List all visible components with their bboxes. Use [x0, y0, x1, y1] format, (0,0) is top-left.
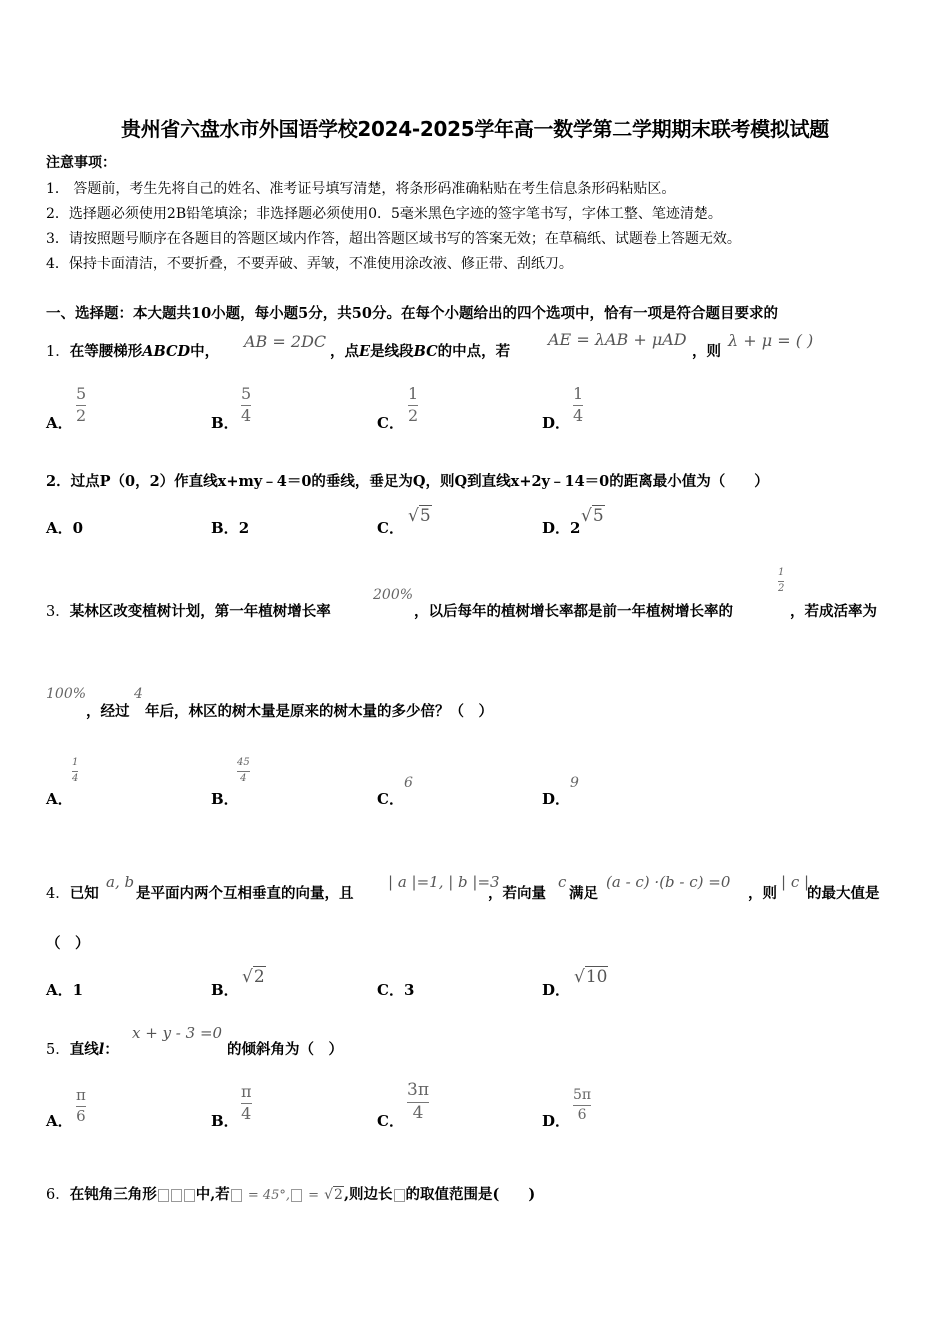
- q3-math-2: 100%: [46, 686, 87, 702]
- q1-text-7: BC: [413, 343, 438, 360]
- q5-d-numerator: 5π: [573, 1087, 592, 1103]
- q5-option-d-fraction: [573, 1088, 591, 1122]
- q4-option-d[interactable]: D．: [542, 981, 571, 999]
- q3-text-3: ，若成活率为: [790, 603, 877, 620]
- q6-text-2: 中,若: [195, 1186, 230, 1203]
- q5-text-1: 直线: [69, 1041, 99, 1058]
- q4-d-sqrt: √10: [574, 967, 608, 987]
- q4-a-value: 1: [72, 981, 84, 999]
- q1-text-2: ABCD: [142, 343, 191, 360]
- q2-d-value: 2: [570, 519, 581, 537]
- note-item-2: 2．选择题必须使用2B铅笔填涂；非选择题必须使用0．5毫米黑色字迹的签字笔书写，字体工整、笔迹清楚。: [46, 206, 722, 222]
- q4-text-4: 满足: [569, 885, 598, 902]
- q1-option-b[interactable]: B．: [211, 414, 239, 432]
- q4-c-label: C．: [377, 981, 404, 999]
- q4-d-radicand: 10: [585, 967, 608, 987]
- q1-text-5: E: [359, 343, 371, 360]
- q5-option-a-fraction: [76, 1088, 86, 1125]
- q5-b-numerator: π: [241, 1082, 252, 1101]
- q2-d-label: D．: [542, 519, 571, 537]
- q2-option-a[interactable]: [46, 517, 83, 538]
- q5-d-denominator: 6: [577, 1106, 587, 1123]
- q4-b-sqrt: √2: [242, 967, 265, 987]
- q4-a-label: A．: [46, 981, 73, 999]
- notes-heading: 注意事项：: [46, 155, 116, 171]
- q3-option-b[interactable]: B．: [211, 790, 239, 808]
- q1-number: 1．: [46, 344, 70, 360]
- q1-c-numerator: 1: [408, 384, 419, 403]
- q5-b-denominator: 4: [241, 1103, 252, 1123]
- q3-b-numerator: 45: [237, 757, 250, 768]
- q1-c-denominator: 2: [408, 405, 419, 425]
- q5-option-c-fraction: [407, 1082, 429, 1123]
- q6-math-1: = 45°,: [247, 1188, 291, 1203]
- q4-math-4: (a - c) ·(b - c) =0: [606, 873, 731, 891]
- q2-c-sqrt: √5: [408, 506, 431, 526]
- q3-option-d[interactable]: D．: [542, 790, 571, 808]
- q2-option-c[interactable]: C．: [377, 519, 404, 537]
- page-title: 贵州省六盘水市外国语学校2024-2025学年高一数学第二学期期末联考模拟试题: [121, 117, 829, 141]
- q1-option-d[interactable]: D．: [542, 414, 571, 432]
- q4-option-a[interactable]: [46, 979, 83, 1000]
- q1-a-denominator: 2: [76, 405, 87, 425]
- note-item-1: 1． 答题前，考生先将自己的姓名、准考证号填写清楚，将条形码准确粘贴在考生信息条形码粘贴区。: [46, 181, 676, 197]
- q1-text-6: 是线段: [370, 343, 414, 360]
- q1-math-3: λ + μ = ( ): [728, 331, 814, 350]
- q1-option-d-fraction: [573, 386, 583, 425]
- missing-glyph-icon: [394, 1189, 405, 1202]
- q3-text-5: 年后，林区的树木量是原来的树木量的多少倍？（ ）: [145, 703, 493, 720]
- q5-option-a[interactable]: A．: [46, 1112, 73, 1130]
- q5-c-numerator: 3π: [407, 1080, 429, 1100]
- q1-text-4: ，点: [330, 343, 359, 360]
- q1-d-denominator: 4: [573, 405, 584, 425]
- q3-text-2: ，以后每年的植树增长率都是前一年植树增长率的: [414, 603, 733, 620]
- q5-a-denominator: 6: [76, 1106, 86, 1125]
- q6-text-4: 的取值范围是( ): [405, 1186, 536, 1203]
- q6-math-2: =: [308, 1188, 320, 1203]
- q5-number: 5．: [46, 1042, 70, 1058]
- question-6: [46, 1183, 535, 1204]
- missing-glyph-icon: [158, 1189, 169, 1202]
- question-4-part-1: [46, 882, 99, 903]
- q2-a-label: A．: [46, 519, 73, 537]
- q2-b-label: B．: [211, 519, 239, 537]
- q3-option-a-fraction: [72, 758, 78, 784]
- q3-a-denominator: 4: [72, 772, 79, 784]
- q4-text-5: ，则: [748, 885, 777, 902]
- q4-answer-paren: （ ）: [46, 935, 90, 952]
- q3-d-value: 9: [570, 775, 579, 791]
- q6-text-1: 在钝角三角形: [69, 1186, 157, 1203]
- q4-c-value: 3: [403, 981, 415, 999]
- q1-option-c[interactable]: C．: [377, 414, 404, 432]
- missing-glyph-icon: [184, 1189, 195, 1202]
- q4-math-1: a, b: [106, 873, 135, 891]
- q5-text-2: l: [98, 1041, 105, 1058]
- q4-number: 4．: [46, 886, 70, 902]
- question-3-part-1: [46, 600, 331, 621]
- q2-option-b[interactable]: [211, 517, 249, 538]
- q3-text-4: ，经过: [86, 703, 130, 720]
- q5-option-d[interactable]: D．: [542, 1112, 571, 1130]
- q3-b-denominator: 4: [240, 772, 247, 784]
- q1-option-c-fraction: [408, 386, 418, 425]
- q1-b-numerator: 5: [241, 384, 252, 403]
- q1-option-a-fraction: [76, 386, 86, 425]
- q1-d-numerator: 1: [573, 384, 584, 403]
- q3-math-3: 4: [134, 686, 143, 702]
- q5-c-denominator: 4: [412, 1102, 424, 1123]
- q3-half-fraction: [778, 568, 784, 594]
- q6-sqrt: √2: [324, 1187, 343, 1203]
- q6-radicand: 2: [334, 1187, 343, 1203]
- q4-b-radicand: 2: [253, 967, 265, 987]
- q3-option-c[interactable]: C．: [377, 790, 404, 808]
- q2-a-value: 0: [72, 519, 84, 537]
- q2-b-value: 2: [238, 519, 250, 537]
- q1-text-3: 中，: [190, 343, 220, 360]
- q4-option-b[interactable]: B．: [211, 981, 239, 999]
- q5-text-4: 的倾斜角为（ ）: [227, 1041, 343, 1058]
- q4-math-3: c: [558, 873, 567, 891]
- q4-math-2: | a |=1, | b |=3: [388, 873, 500, 891]
- q1-line-mid: [330, 340, 510, 361]
- q4-text-2: 是平面内两个互相垂直的向量，且: [136, 885, 354, 902]
- q4-text-1: 已知: [69, 885, 99, 902]
- q3-text-1: 某林区改变植树计划，第一年植树增长率: [69, 603, 331, 620]
- q2-c-radicand: 5: [419, 506, 431, 526]
- q1-math-1: AB = 2DC: [244, 332, 327, 351]
- q4-option-c[interactable]: [377, 979, 414, 1000]
- q1-option-b-fraction: [241, 386, 251, 425]
- q2-d-sqrt: √5: [581, 506, 604, 526]
- question-2: 2．过点P（0，2）作直线x+my﹣4＝0的垂线，垂足为Q，则Q到直线x+2y﹣14＝0的距离最小值为（ ）: [46, 473, 769, 490]
- q3-option-a[interactable]: A．: [46, 790, 73, 808]
- section-heading: 一、选择题：本大题共10小题，每小题5分，共50分。在每个小题给出的四个选项中，恰有一项是符合题目要求的: [46, 305, 778, 322]
- q4-text-3: ，若向量: [488, 885, 546, 902]
- q3-number: 3．: [46, 604, 70, 620]
- q2-d-radicand: 5: [592, 506, 604, 526]
- missing-glyph-icon: [231, 1189, 242, 1202]
- q5-math-1: x + y - 3 =0: [132, 1024, 223, 1042]
- q5-option-b[interactable]: B．: [211, 1112, 239, 1130]
- q4-text-6: 的最大值是: [807, 885, 880, 902]
- q4-math-5: | c |: [781, 873, 810, 891]
- q1-option-a[interactable]: A．: [46, 414, 73, 432]
- q6-number: 6．: [46, 1187, 70, 1203]
- q5-a-numerator: π: [76, 1086, 86, 1104]
- q1-text-9: ，则: [692, 343, 721, 360]
- q5-option-c[interactable]: C．: [377, 1112, 404, 1130]
- question-1: [46, 340, 219, 361]
- q3-half-denominator: 2: [778, 582, 785, 594]
- q3-c-value: 6: [404, 775, 413, 791]
- q3-math-1: 200%: [373, 587, 414, 603]
- q2-option-d[interactable]: [542, 517, 580, 538]
- q1-text-8: 的中点，若: [437, 343, 511, 360]
- q3-half-numerator: 1: [778, 567, 785, 578]
- question-5-part-1: [46, 1038, 119, 1059]
- q3-option-b-fraction: [237, 758, 250, 784]
- q1-b-denominator: 4: [241, 405, 252, 425]
- note-item-4: 4．保持卡面清洁，不要折叠，不要弄破、弄皱，不准使用涂改液、修正带、刮纸刀。: [46, 256, 573, 272]
- q1-text-1: 在等腰梯形: [69, 343, 143, 360]
- note-item-3: 3．请按照题号顺序在各题目的答题区域内作答，超出答题区域书写的答案无效；在草稿纸、试题卷上答题无效。: [46, 231, 741, 247]
- q1-a-numerator: 5: [76, 384, 87, 403]
- q5-option-b-fraction: [241, 1084, 252, 1123]
- q6-text-3: ,则边长: [343, 1186, 393, 1203]
- q5-text-3: ：: [104, 1041, 119, 1058]
- missing-glyph-icon: [171, 1189, 182, 1202]
- q1-math-2: AE = λAB + μAD: [548, 330, 687, 349]
- q3-a-numerator: 1: [72, 757, 79, 768]
- missing-glyph-icon: [291, 1189, 302, 1202]
